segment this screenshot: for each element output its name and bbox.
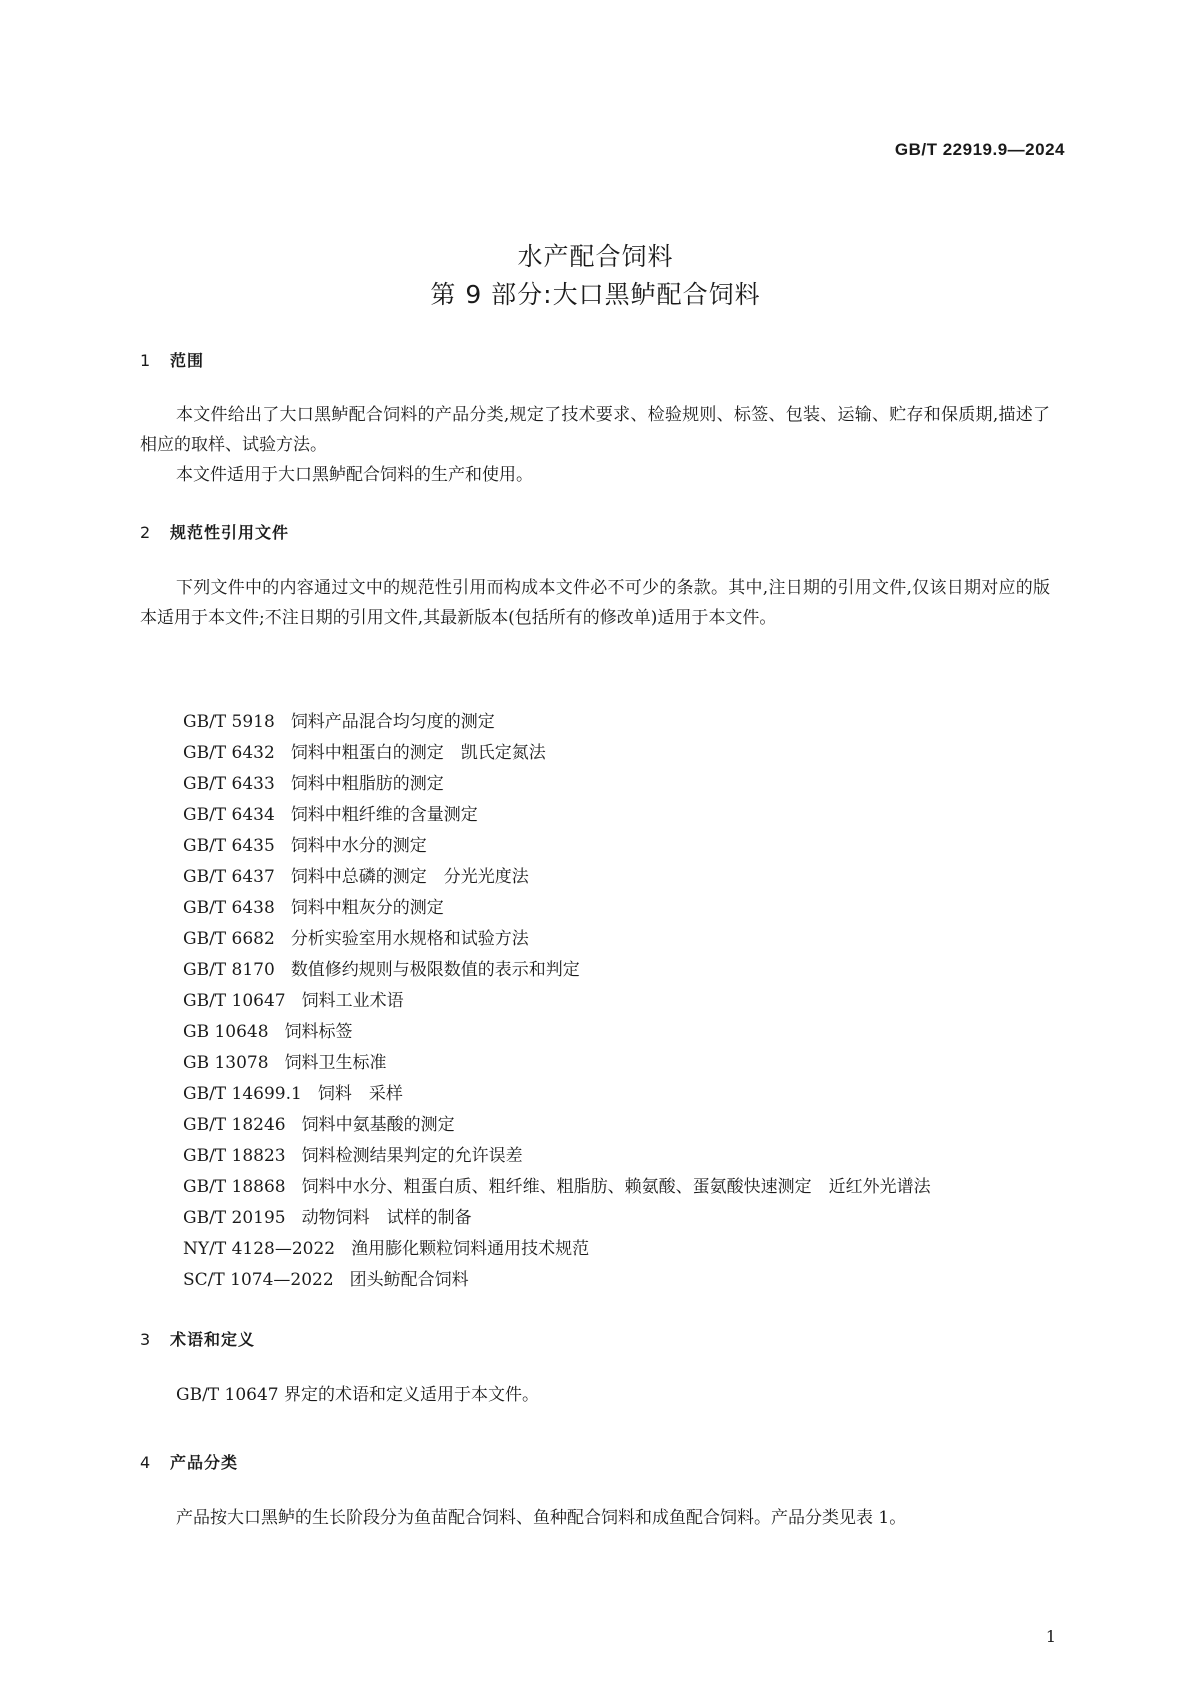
reference-code: GB/T 5918 xyxy=(183,712,275,732)
reference-item xyxy=(183,1172,931,1203)
title-line-2: 第 9 部分:大口黑鲈配合饲料 xyxy=(430,280,761,309)
reference-item xyxy=(183,1234,931,1265)
reference-list xyxy=(183,707,931,1296)
reference-code: GB/T 6432 xyxy=(183,743,275,763)
section-4-heading xyxy=(140,1450,238,1473)
section-2-intro xyxy=(140,573,1050,633)
reference-code: GB/T 18868 xyxy=(183,1177,286,1197)
reference-item xyxy=(183,924,931,955)
section-title: 产品分类 xyxy=(170,1453,239,1472)
section-3-heading xyxy=(140,1327,255,1350)
reference-item xyxy=(183,986,931,1017)
reference-code: GB/T 10647 xyxy=(183,991,286,1011)
reference-item xyxy=(183,955,931,986)
reference-title: 分析实验室用水规格和试验方法 xyxy=(290,929,529,949)
reference-item xyxy=(183,831,931,862)
section-1-heading xyxy=(140,348,204,371)
reference-title: 饲料卫生标准 xyxy=(284,1053,387,1073)
reference-item xyxy=(183,862,931,893)
section-number: 2 xyxy=(140,523,152,542)
paragraph: 本文件适用于大口黑鲈配合饲料的生产和使用。 xyxy=(176,465,533,485)
reference-title: 团头鲂配合饲料 xyxy=(349,1270,469,1290)
page-number: 1 xyxy=(1045,1627,1056,1646)
reference-code: GB 13078 xyxy=(183,1053,269,1073)
section-1-body xyxy=(140,400,1050,490)
reference-code: GB/T 20195 xyxy=(183,1208,286,1228)
reference-title: 动物饲料 试样的制备 xyxy=(301,1208,472,1228)
reference-code: GB/T 18823 xyxy=(183,1146,286,1166)
reference-item xyxy=(183,1017,931,1048)
reference-code: GB/T 8170 xyxy=(183,960,275,980)
paragraph: 下列文件中的内容通过文中的规范性引用而构成本文件必不可少的条款。其中,注日期的引用文件,仅该日期对应的版本适用于本文件;不注日期的引用文件,其最新版本(包括所有的修改单)适用于本文件。 xyxy=(140,578,1050,628)
reference-item xyxy=(183,738,931,769)
document-title xyxy=(0,238,1191,314)
reference-code: GB/T 6682 xyxy=(183,929,275,949)
reference-item xyxy=(183,1265,931,1296)
section-title: 术语和定义 xyxy=(170,1330,256,1349)
paragraph: 产品按大口黑鲈的生长阶段分为鱼苗配合饲料、鱼种配合饲料和成鱼配合饲料。产品分类见表 1。 xyxy=(176,1508,907,1528)
section-3-body xyxy=(140,1380,1050,1410)
section-title: 范围 xyxy=(170,351,205,370)
reference-item xyxy=(183,1141,931,1172)
section-number: 4 xyxy=(140,1453,152,1472)
reference-title: 饲料中粗纤维的含量测定 xyxy=(290,805,478,825)
reference-code: GB/T 6435 xyxy=(183,836,275,856)
reference-code: SC/T 1074—2022 xyxy=(183,1270,334,1290)
reference-title: 饲料中水分、粗蛋白质、粗纤维、粗脂肪、赖氨酸、蛋氨酸快速测定 近红外光谱法 xyxy=(301,1177,931,1197)
reference-code: NY/T 4128—2022 xyxy=(183,1239,336,1259)
standard-code: GB/T 22919.9—2024 xyxy=(894,140,1065,159)
reference-title: 饲料中粗灰分的测定 xyxy=(290,898,444,918)
reference-code: GB 10648 xyxy=(183,1022,269,1042)
paragraph: 本文件给出了大口黑鲈配合饲料的产品分类,规定了技术要求、检验规则、标签、包装、运输、贮存和保质期,描述了相应的取样、试验方法。 xyxy=(140,405,1050,455)
reference-item xyxy=(183,1110,931,1141)
reference-item xyxy=(183,707,931,738)
reference-code: GB/T 18246 xyxy=(183,1115,286,1135)
section-2-heading xyxy=(140,520,289,543)
reference-title: 饲料 采样 xyxy=(317,1084,403,1104)
reference-title: 饲料中粗蛋白的测定 凯氏定氮法 xyxy=(290,743,546,763)
reference-code: GB/T 14699.1 xyxy=(183,1084,302,1104)
reference-title: 饲料检测结果判定的允许误差 xyxy=(301,1146,523,1166)
title-line-1: 水产配合饲料 xyxy=(517,242,674,271)
reference-title: 饲料工业术语 xyxy=(301,991,404,1011)
reference-title: 饲料中总磷的测定 分光光度法 xyxy=(290,867,529,887)
reference-code: GB/T 6437 xyxy=(183,867,275,887)
reference-title: 数值修约规则与极限数值的表示和判定 xyxy=(290,960,580,980)
reference-item xyxy=(183,800,931,831)
reference-item xyxy=(183,1079,931,1110)
reference-item xyxy=(183,1203,931,1234)
reference-title: 饲料产品混合均匀度的测定 xyxy=(290,712,495,732)
reference-item xyxy=(183,893,931,924)
reference-title: 渔用膨化颗粒饲料通用技术规范 xyxy=(351,1239,590,1259)
section-number: 3 xyxy=(140,1330,152,1349)
section-number: 1 xyxy=(140,351,152,370)
reference-item xyxy=(183,1048,931,1079)
reference-title: 饲料标签 xyxy=(284,1022,353,1042)
section-4-body xyxy=(140,1503,1050,1533)
reference-code: GB/T 6433 xyxy=(183,774,275,794)
reference-title: 饲料中水分的测定 xyxy=(290,836,427,856)
reference-title: 饲料中氨基酸的测定 xyxy=(301,1115,455,1135)
paragraph: GB/T 10647 界定的术语和定义适用于本文件。 xyxy=(176,1385,540,1405)
section-title: 规范性引用文件 xyxy=(170,523,290,542)
reference-title: 饲料中粗脂肪的测定 xyxy=(290,774,444,794)
reference-code: GB/T 6438 xyxy=(183,898,275,918)
reference-code: GB/T 6434 xyxy=(183,805,275,825)
reference-item xyxy=(183,769,931,800)
